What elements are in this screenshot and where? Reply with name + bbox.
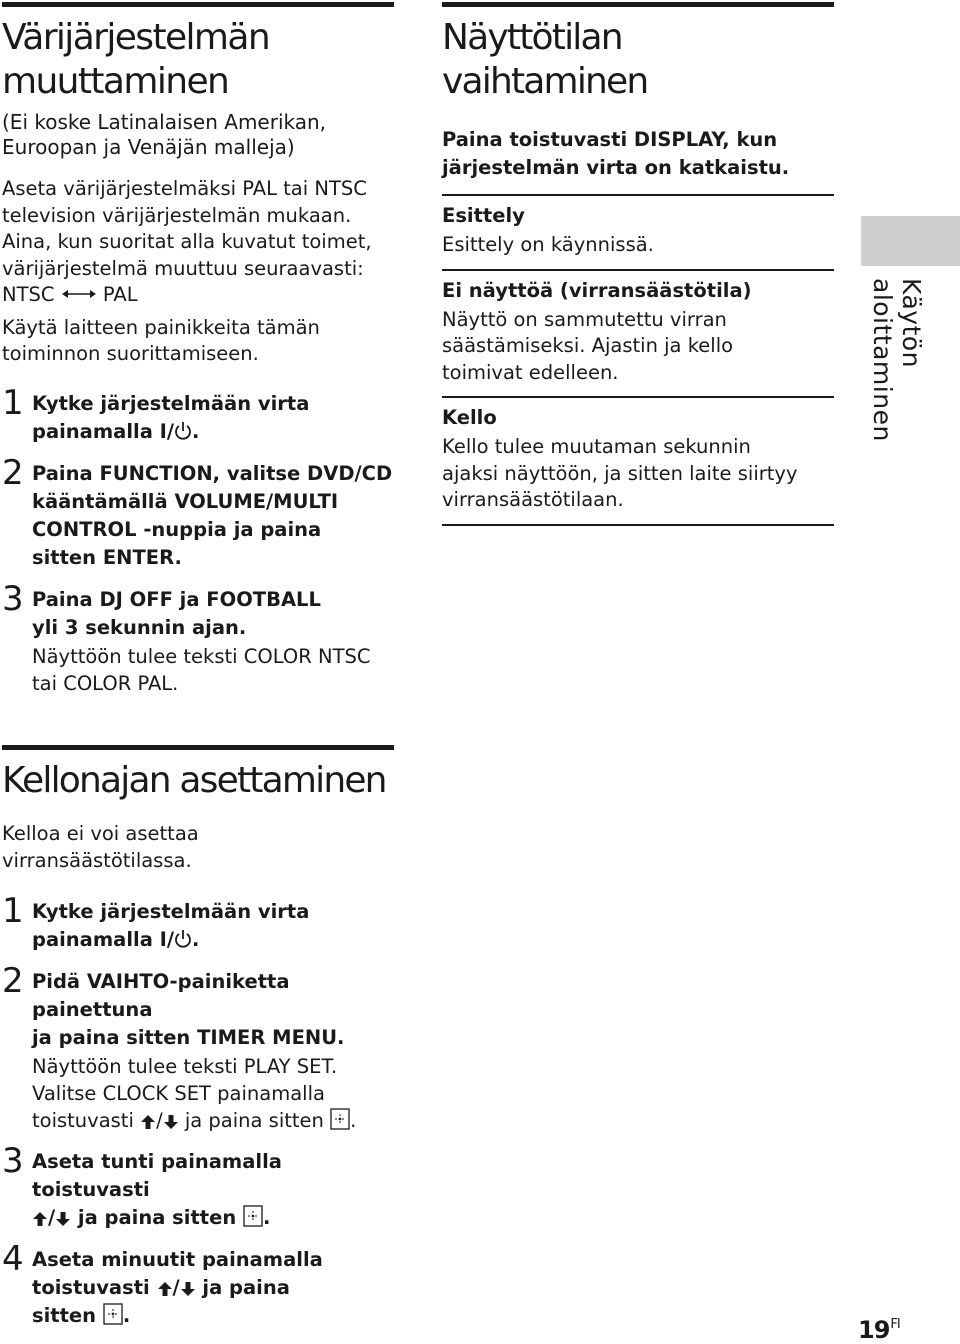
subtitle-line: Euroopan ja Venäjän malleja): [2, 135, 295, 159]
step-line: Aseta minuutit painamalla: [32, 1248, 323, 1271]
mode-item: [442, 202, 834, 259]
text-line: virransäästötilassa.: [2, 848, 192, 872]
divider: [442, 194, 834, 196]
desc-line: säästämiseksi. Ajastin ja kello: [442, 334, 734, 357]
step-3: [2, 578, 394, 697]
lead-line: Paina toistuvasti DISPLAY, kun: [442, 128, 778, 151]
step-line: sitten ENTER.: [32, 545, 182, 569]
step-2: [2, 961, 394, 1134]
step-line: painamalla I/ .: [32, 928, 200, 951]
step-line: Kytke järjestelmään virta: [32, 391, 310, 415]
desc-line: toimivat edelleen.: [442, 360, 619, 384]
down-arrow-icon: [55, 1211, 71, 1227]
step-3: [2, 1141, 394, 1232]
step-line: ja paina sitten TIMER MENU.: [32, 1026, 345, 1049]
desc-line: Esittely on käynnissä.: [442, 233, 654, 256]
step-line: painamalla I/ .: [32, 419, 200, 443]
color-system-section: [2, 2, 394, 697]
chapter-tab-label: [868, 278, 926, 538]
step-note: [32, 1053, 394, 1134]
down-arrow-icon: [180, 1281, 196, 1297]
page-number: [858, 1316, 900, 1344]
page-number-value: 19: [858, 1316, 890, 1344]
lead-instruction: [442, 126, 834, 182]
step-line: Pidä VAIHTO-painiketta painettuna: [32, 970, 290, 1021]
note-line: Valitse CLOCK SET painamalla: [32, 1082, 325, 1105]
pal-label: PAL: [102, 283, 138, 306]
instruction-paragraph: [2, 315, 394, 368]
up-arrow-icon: [32, 1211, 48, 1227]
divider: [442, 396, 834, 398]
note-line: toistuvasti / ja paina sitten .: [32, 1109, 357, 1132]
mode-term: Esittely: [442, 204, 525, 227]
note-text: ja paina sitten: [184, 1109, 324, 1132]
note-line: Näyttöön tulee teksti PLAY SET.: [32, 1055, 338, 1078]
enter-plus-icon: [243, 1205, 263, 1227]
step-line: / ja paina sitten .: [32, 1204, 394, 1232]
step-1: [2, 382, 394, 446]
step-line: Aseta tunti painamalla toistuvasti: [32, 1150, 282, 1201]
mode-description: [442, 307, 834, 387]
step-line: toistuvasti / ja paina: [32, 1276, 290, 1299]
enter-plus-icon: [103, 1303, 123, 1325]
clock-section: [2, 745, 394, 1330]
step-line: Kytke järjestelmään virta: [32, 900, 310, 923]
title-line: Värijärjestelmän: [2, 17, 270, 58]
step-line: kääntämällä VOLUME/MULTI: [32, 489, 339, 513]
text-line: värijärjestelmä muuttuu seuraavasti:: [2, 256, 364, 280]
subtitle-line: (Ei koske Latinalaisen Amerikan,: [2, 110, 327, 134]
desc-line: ajaksi näyttöön, ja sitten laite siirtyy: [442, 461, 798, 485]
up-arrow-icon: [157, 1281, 173, 1297]
desc-line: Kello tulee muutaman sekunnin: [442, 435, 751, 458]
step-line-text: painamalla I/: [32, 928, 175, 951]
section-top-rule: [2, 745, 394, 750]
step-number: 3: [2, 1141, 24, 1181]
divider: [442, 269, 834, 271]
ntsc-label: NTSC: [2, 283, 55, 306]
text-line: Aseta värijärjestelmäksi PAL tai NTSC: [2, 177, 367, 200]
step-line: Paina FUNCTION, valitse DVD/CD: [32, 461, 393, 485]
section-top-rule: [442, 2, 834, 7]
divider: [442, 524, 834, 526]
power-symbol-icon: [174, 421, 192, 441]
lead-line: järjestelmän virta on katkaistu.: [442, 156, 790, 179]
step-line-text: toistuvasti: [32, 1276, 150, 1299]
step-line-text: sitten: [32, 1304, 97, 1327]
mode-term: Kello: [442, 406, 497, 429]
step-number: 1: [2, 891, 24, 931]
step-line: Paina DJ OFF ja FOOTBALL: [32, 587, 321, 611]
title-line: muuttaminen: [2, 61, 229, 102]
step-number: 4: [2, 1239, 24, 1279]
section-title: Kellonajan asettaminen: [2, 760, 386, 801]
step-1: [2, 891, 394, 954]
text-line: toiminnon suorittamiseen.: [2, 342, 259, 365]
text-line: Kelloa ei voi asettaa: [2, 822, 199, 845]
section-title: Näyttötilan vaihtaminen: [442, 17, 648, 102]
display-mode-section: [442, 2, 834, 526]
page-language-code: FI: [890, 1317, 900, 1332]
step-number: 3: [2, 578, 24, 619]
desc-line: virransäästötilaan.: [442, 488, 624, 511]
step-4: [2, 1239, 394, 1330]
mode-description: [442, 232, 834, 259]
step-line-text: painamalla I/: [32, 419, 175, 443]
step-note: [32, 643, 394, 697]
desc-line: Näyttö on sammutettu virran: [442, 307, 727, 331]
section-top-rule: [2, 2, 394, 7]
ntsc-pal-toggle-line: [2, 282, 394, 309]
note-line: Näyttöön tulee teksti COLOR NTSC: [32, 644, 371, 668]
step-line: yli 3 sekunnin ajan.: [32, 615, 247, 639]
step-line-text: ja paina: [202, 1276, 290, 1299]
mode-term: Ei näyttöä (virransäästötila): [442, 278, 752, 302]
step-number: 1: [2, 382, 24, 423]
chapter-tab-marker: [861, 216, 960, 266]
note-text: toistuvasti: [32, 1109, 134, 1132]
intro-paragraph: [2, 821, 394, 874]
note-line: tai COLOR PAL.: [32, 671, 179, 695]
mode-description: [442, 434, 834, 514]
down-arrow-icon: [163, 1114, 179, 1130]
chapter-label-text: Käytön aloittaminen: [868, 278, 926, 442]
step-number: 2: [2, 961, 24, 1001]
step-line: CONTROL -nuppia ja paina: [32, 517, 322, 541]
text-line: Käytä laitteen painikkeita tämän: [2, 315, 320, 339]
double-arrow-icon: [62, 288, 96, 300]
step-2: [2, 452, 394, 572]
intro-paragraph: [2, 176, 394, 309]
text-line: Aina, kun suoritat alla kuvatut toimet,: [2, 230, 372, 253]
section-title: [2, 16, 394, 104]
step-line: sitten .: [32, 1304, 131, 1327]
power-symbol-icon: [174, 929, 192, 949]
mode-item: [442, 404, 834, 514]
section-subtitle: [2, 110, 394, 160]
enter-plus-icon: [330, 1108, 350, 1130]
step-number: 2: [2, 452, 24, 493]
up-arrow-icon: [140, 1114, 156, 1130]
mode-item: [442, 277, 834, 387]
step-line-text: ja paina sitten: [77, 1206, 237, 1229]
text-line: television värijärjestelmän mukaan.: [2, 203, 352, 227]
